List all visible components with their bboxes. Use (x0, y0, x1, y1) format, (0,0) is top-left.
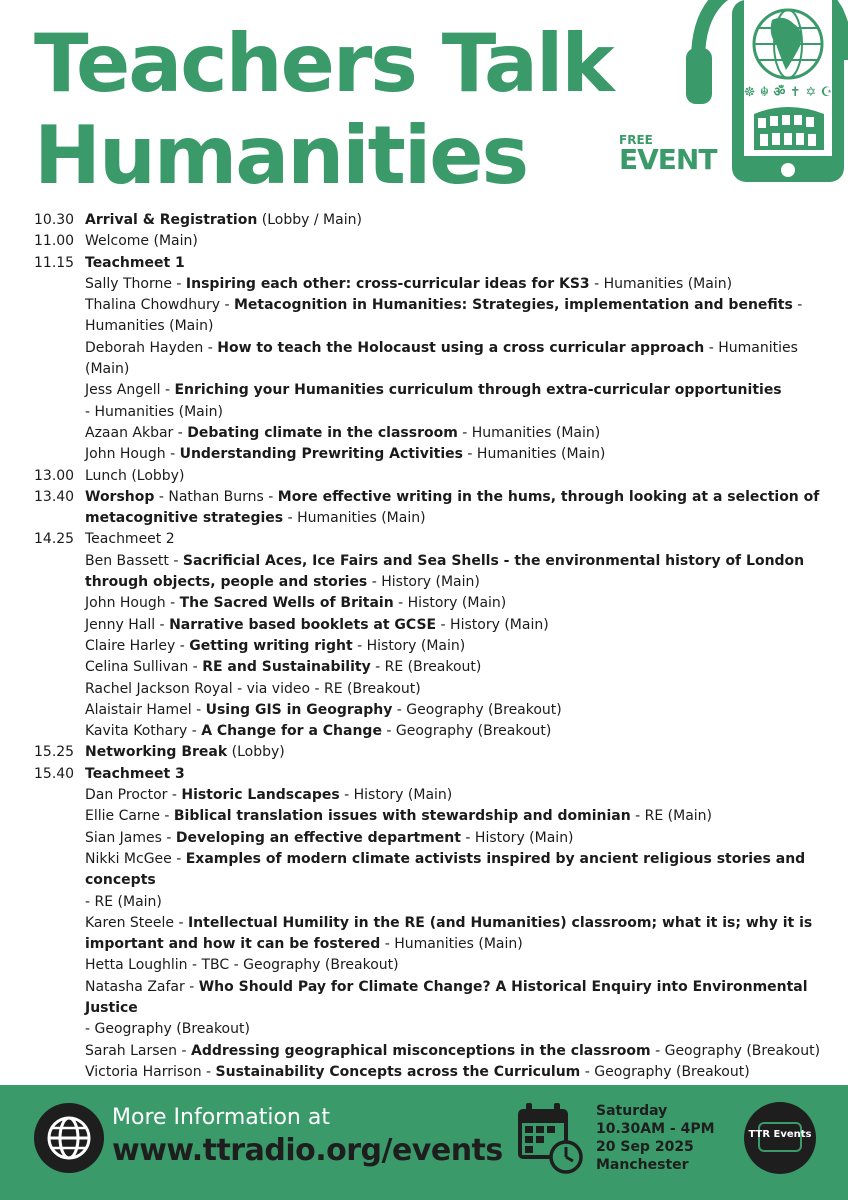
time: 15.40 (34, 765, 75, 782)
talk-item: Claire Harley - Getting writing right - History (Main) (85, 637, 466, 654)
time: 11.00 (34, 233, 75, 250)
event-date: 20 Sep 2025 (596, 1139, 694, 1155)
talk-item: Celina Sullivan - RE and Sustainability - RE (Breakout) (85, 659, 482, 676)
talk-title: More effective writing in the hums, through looking at a selection of metacognitive strategies (85, 488, 820, 527)
session-title: Worshop (85, 488, 155, 505)
talk-list (34, 274, 824, 466)
session-title: Networking Break (85, 744, 228, 761)
ttr-events-logo (744, 1102, 816, 1174)
time: 13.40 (34, 488, 75, 505)
badge-label: TTR Events (748, 1129, 812, 1140)
talk-item: John Hough - The Sacred Wells of Britain - History (Main) (85, 595, 507, 612)
session-location: (Lobby / Main) (257, 212, 362, 228)
talk-item: Natasha Zafar - Who Should Pay for Climate Change? A Historical Enquiry into Environmental Justice - Geography (Breakout) (85, 978, 808, 1038)
talk-item: Dan Proctor - Historic Landscapes - History (Main) (85, 787, 453, 804)
event-label: EVENT (619, 143, 717, 176)
events-url-link[interactable]: www.ttradio.org/events (112, 1133, 503, 1168)
title-line-2: Humanities (34, 109, 528, 202)
schedule-row (34, 466, 824, 487)
schedule-row (34, 487, 824, 530)
time: 15.25 (34, 744, 75, 761)
colosseum-icon (754, 107, 824, 150)
free-label: FREE (619, 133, 653, 147)
talk-item: Ellie Carne - Biblical translation issues with stewardship and dominian - RE (Main) (85, 808, 713, 825)
session-title: Teachmeet 3 (85, 765, 185, 782)
talk-item: John Hough - Understanding Prewriting Activities - Humanities (Main) (85, 446, 606, 463)
footer-banner (0, 1085, 848, 1200)
talk-item: Hetta Loughlin - TBC - Geography (Breakout) (85, 957, 399, 974)
event-details (596, 1102, 715, 1174)
time: 14.25 (34, 531, 75, 548)
talk-item: Victoria Harrison - Sustainability Concepts across the Curriculum - Geography (Breakout) (85, 1063, 750, 1080)
session-title: Teachmeet 1 (85, 254, 185, 271)
talk-item: Kavita Kothary - A Change for a Change - Geography (Breakout) (85, 723, 552, 740)
talk-item: Rachel Jackson Royal - via video - RE (Breakout) (85, 680, 421, 697)
calendar-clock-icon (514, 1101, 584, 1175)
schedule-row (34, 253, 824, 274)
event-hours: 10.30AM - 4PM (596, 1121, 715, 1137)
more-info-label: More Information at (112, 1105, 330, 1130)
schedule-row (34, 210, 824, 231)
time: 10.30 (34, 212, 75, 228)
talk-list (34, 785, 824, 1083)
talk-item: Sian James - Developing an effective department - History (Main) (85, 829, 574, 846)
venue: - Humanities (Main) (283, 510, 426, 527)
talk-item: Azaan Akbar - Debating climate in the classroom - Humanities (Main) (85, 424, 601, 441)
event-city: Manchester (596, 1157, 689, 1173)
schedule-row (34, 764, 824, 785)
talk-item: Thalina Chowdhury - Metacognition in Humanities: Strategies, implementation and benefits - Humanities (Main) (85, 297, 803, 335)
session-text: Teachmeet 2 (85, 531, 175, 548)
globe-web-icon (34, 1103, 104, 1173)
talk-item: Nikki McGee - Examples of modern climate activists inspired by ancient religious stories and concepts - RE (Main) (85, 850, 806, 910)
schedule (34, 210, 824, 1104)
time: 11.15 (34, 254, 75, 271)
title-line-1: Teachers Talk (34, 17, 613, 110)
session-text: Welcome (Main) (85, 233, 198, 250)
speaker: - Nathan Burns - (154, 488, 278, 505)
talk-list (34, 551, 824, 743)
session-location: (Lobby) (227, 744, 285, 761)
talk-item: Jess Angell - Enriching your Humanities curriculum through extra-curricular opportunities - Humanities (Main) (85, 382, 782, 420)
time: 13.00 (34, 467, 75, 484)
talk-item: Ben Bassett - Sacrificial Aces, Ice Fairs and Sea Shells - the environmental history of London through objects, people and stories - History (Main) (85, 552, 805, 591)
schedule-row (34, 231, 824, 252)
schedule-row (34, 742, 824, 763)
talk-item: Alaistair Hamel - Using GIS in Geography - Geography (Breakout) (85, 701, 562, 718)
session-title: Arrival & Registration (85, 212, 258, 228)
talk-item: Karen Steele - Intellectual Humility in the RE (and Humanities) classroom; what it is; why it is important and how it can be fostered - Humanities (Main) (85, 914, 813, 953)
religious-symbols-icon: ☸ ☬ ॐ ✝ ✡ ☪ (743, 85, 833, 100)
event-title (34, 18, 613, 202)
talk-item: Sarah Larsen - Addressing geographical misconceptions in the classroom - Geography (Breakout) (85, 1042, 821, 1059)
talk-item: Sally Thorne - Inspiring each other: cross-curricular ideas for KS3 - Humanities (Main) (85, 275, 733, 292)
talk-item: Jenny Hall - Narrative based booklets at GCSE - History (Main) (85, 616, 549, 633)
session-text: Lunch (Lobby) (85, 467, 185, 484)
phone-globe-illustration (676, 0, 848, 186)
event-day: Saturday (596, 1103, 668, 1119)
schedule-row (34, 529, 824, 550)
talk-item: Deborah Hayden - How to teach the Holocaust using a cross curricular approach - Humanities (Main) (85, 339, 798, 378)
